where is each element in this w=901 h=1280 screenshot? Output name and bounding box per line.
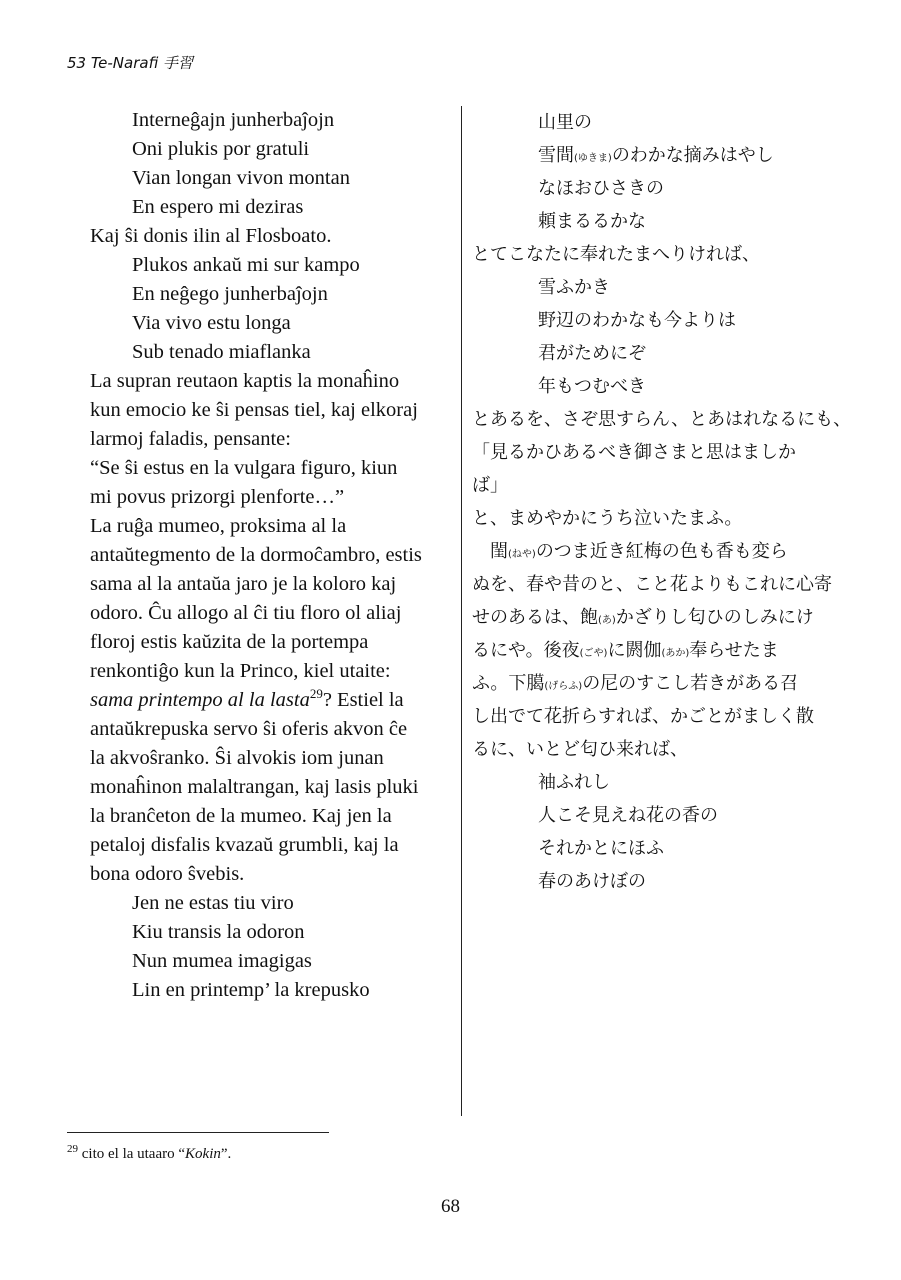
line-segment: のつま近き紅梅の色も香も変ら — [535, 541, 788, 562]
text-line: kun emocio ke ŝi pensas tiel, kaj elkoraj — [90, 399, 418, 421]
line-segment: に閼伽 — [607, 640, 662, 661]
line-segment: 雪間 — [538, 145, 574, 166]
ruby-reading: (ゆきま) — [574, 153, 612, 164]
text-line: し出でて花折らすれば、かごとがましく散 — [472, 706, 814, 727]
text-line: Interneĝajn junherbaĵojn — [132, 109, 335, 131]
text-line: 野辺のわかなも今よりは — [538, 310, 736, 331]
line-rest: ? Estiel la — [322, 689, 404, 711]
text-line: とあるを、さぞ思すらん、とあはれなるにも、 — [472, 409, 852, 430]
text-line: La supran reutaon kaptis la monaĥino — [90, 370, 400, 392]
text-line: Vian longan vivon montan — [132, 167, 350, 189]
text-line: odoro. Ĉu allogo al ĉi tiu floro ol aliaj — [90, 602, 402, 624]
text-line: なほおひさきの — [538, 178, 664, 199]
text-line: larmoj faladis, pensante: — [90, 428, 291, 450]
line-segment: るにや。後夜 — [472, 640, 580, 661]
text-line: “Se ŝi estus en la vulgara figuro, kiun — [90, 457, 398, 479]
text-line: la akvoŝranko. Ŝi alvokis iom junan — [90, 747, 384, 769]
text-line: Via vivo estu longa — [132, 312, 291, 334]
ruby-reading: (ねや) — [508, 549, 536, 560]
text-line: ぬを、春や昔のと、こと花よりもこれに心寄 — [472, 574, 832, 595]
text-line: Lin en printemp’ la krepusko — [132, 979, 370, 1001]
footnote-text-pre: cito el la utaaro “ — [78, 1146, 186, 1162]
ruby-reading: (あ) — [598, 615, 616, 626]
line-segment: かざりし匂ひのしみにけ — [615, 607, 814, 628]
text-line: Jen ne estas tiu viro — [132, 892, 294, 914]
footnote — [67, 1143, 232, 1163]
text-line — [472, 634, 872, 667]
text-line: monaĥinon malaltrangan, kaj lasis pluki — [90, 776, 419, 798]
text-line: るに、いとど匂ひ来れば、 — [472, 739, 688, 760]
text-line: 山里の — [538, 112, 592, 133]
text-line: 春のあけぼの — [538, 871, 646, 892]
line-segment: 閨 — [490, 541, 508, 562]
footnote-number: 29 — [67, 1143, 78, 1155]
text-line — [472, 667, 872, 700]
text-line — [472, 535, 872, 568]
ruby-reading: (ごや) — [579, 648, 608, 659]
text-line: mi povus prizorgi plenforte…” — [90, 486, 345, 508]
text-line: Nun mumea imagigas — [132, 950, 312, 972]
text-line — [90, 686, 450, 715]
text-line: Plukos ankaŭ mi sur kampo — [132, 254, 360, 276]
italic-quote: sama printempo al la lasta — [90, 689, 310, 711]
running-header: 53 Te-Narafi 手習 — [67, 54, 194, 72]
footnote-ref: 29 — [309, 686, 323, 702]
text-line: Oni plukis por gratuli — [132, 138, 310, 160]
line-segment: ふ。下臈 — [472, 673, 545, 694]
page-number: 68 — [441, 1196, 460, 1217]
text-line: Sub tenado miaflanka — [132, 341, 311, 363]
text-line: sama al la antaŭa jaro je la koloro kaj — [90, 573, 397, 595]
text-line: 雪ふかき — [538, 277, 610, 298]
text-line: それかとにほふ — [538, 838, 664, 859]
text-line: antaŭtegmento de la dormoĉambro, estis — [90, 544, 422, 566]
text-line: floroj estis kaŭzita de la portempa — [90, 631, 369, 653]
line-segment: せのあるは、飽 — [472, 607, 598, 628]
esperanto-column — [90, 106, 450, 1005]
text-line — [472, 601, 872, 634]
footnote-text-post: ”. — [220, 1146, 232, 1162]
text-line: 袖ふれし — [538, 772, 610, 793]
line-segment: 奉らせたま — [689, 640, 779, 661]
text-line: Kaj ŝi donis ilin al Flosboato. — [90, 225, 332, 247]
footnote-rule — [67, 1132, 329, 1133]
ruby-reading: (げらふ) — [544, 681, 583, 692]
footnote-text-italic: Kokin — [185, 1146, 221, 1162]
text-line — [472, 139, 872, 172]
text-line: antaŭkrepuska servo ŝi oferis akvon ĉe — [90, 718, 408, 740]
text-line: renkontiĝo kun la Princo, kiel utaite: — [90, 660, 391, 682]
text-line: la branĉeton de la mumeo. Kaj jen la — [90, 805, 392, 827]
text-line: 頼まるるかな — [538, 211, 646, 232]
line-segment: のわかな摘みはやし — [611, 145, 774, 166]
text-line: En espero mi deziras — [132, 196, 304, 218]
text-line: 「見るかひあるべき御さまと思はましか — [472, 442, 796, 463]
text-line: En neĝego junherbaĵojn — [132, 283, 328, 305]
line-segment: の尼のすこし若きがある召 — [582, 673, 799, 694]
text-line: La ruĝa mumeo, proksima al la — [90, 515, 347, 537]
text-line: 人こそ見えね花の香の — [538, 805, 718, 826]
column-divider — [461, 106, 462, 1116]
text-line: petaloj disfalis kvazaŭ grumbli, kaj la — [90, 834, 399, 856]
text-line: bona odoro ŝvebis. — [90, 863, 245, 885]
ruby-reading: (あか) — [661, 648, 690, 659]
japanese-column — [472, 106, 872, 898]
text-line: 年もつむべき — [538, 376, 646, 397]
text-line: と、まめやかにうち泣いたまふ。 — [472, 508, 743, 529]
text-line: ば」 — [472, 475, 508, 496]
text-line: 君がためにぞ — [538, 343, 646, 364]
text-line: Kiu transis la odoron — [132, 921, 305, 943]
text-line: とてこなたに奉れたまへりければ、 — [472, 244, 760, 265]
